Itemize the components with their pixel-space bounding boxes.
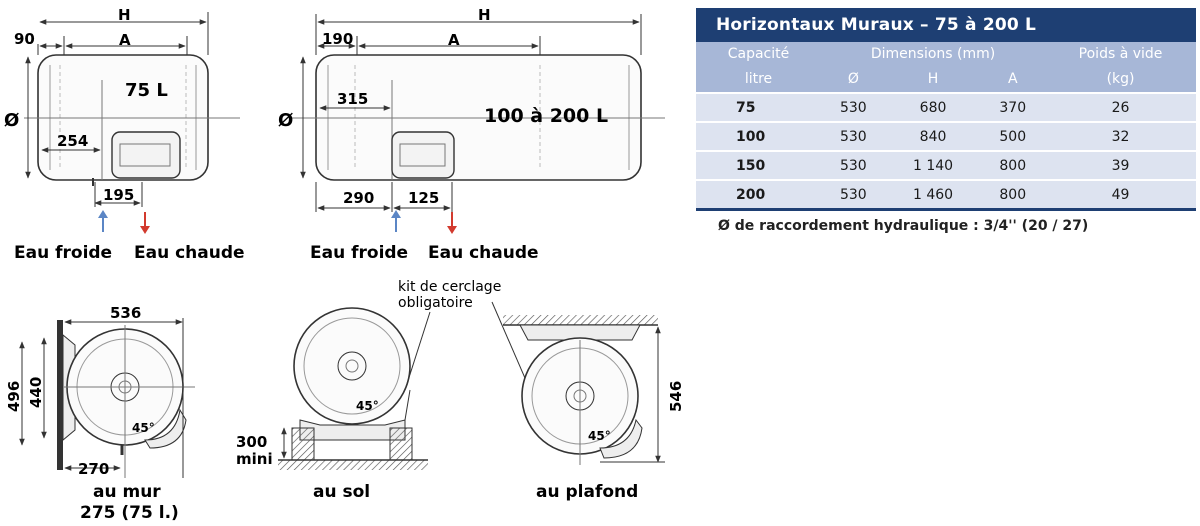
dim-H: H	[118, 6, 131, 24]
dim-290: 290	[343, 189, 375, 207]
cell-H: 680	[886, 93, 981, 122]
dim-496: 496	[5, 380, 23, 412]
cell-A: 800	[980, 151, 1045, 180]
spec-bottom-rule	[696, 208, 1196, 211]
dim-A-large: A	[448, 31, 460, 49]
model-75l: 75 L	[125, 80, 168, 101]
hot-water-arrow-left	[140, 212, 150, 234]
dim-315: 315	[337, 90, 369, 108]
cell-capacity: 200	[696, 180, 821, 208]
cell-A: 500	[980, 122, 1045, 151]
wall-mount-view	[57, 320, 195, 478]
label-ceiling-mount: au plafond	[536, 482, 639, 502]
cell-H: 1 460	[886, 180, 981, 208]
cell-phi: 530	[821, 93, 886, 122]
cell-capacity: 100	[696, 122, 821, 151]
dim-254: 254	[57, 132, 89, 150]
dim-mini: mini	[236, 450, 273, 468]
cell-A: 370	[980, 93, 1045, 122]
cell-weight: 49	[1045, 180, 1196, 208]
header-weight: Poids à vide	[1078, 46, 1163, 62]
angle-45-wall: 45°	[132, 421, 155, 435]
cell-A: 800	[980, 180, 1045, 208]
label-floor-mount: au sol	[313, 482, 371, 502]
angle-45-ceiling: 45°	[588, 429, 611, 443]
dim-190: 190	[322, 30, 354, 48]
dim-A: A	[119, 31, 131, 49]
cell-phi: 530	[821, 180, 886, 208]
heater-100-200l-front-view	[290, 55, 665, 180]
cell-phi: 530	[821, 122, 886, 151]
table-row	[696, 122, 1196, 151]
table-row	[696, 151, 1196, 180]
hot-water-arrow-right	[447, 212, 457, 234]
kit-leader-line-2	[492, 302, 528, 385]
label-hot-water-2: Eau chaude	[428, 243, 539, 263]
dim-270: 270	[78, 460, 110, 478]
dim-546: 546	[667, 380, 685, 412]
cell-H: 840	[886, 122, 981, 151]
table-row	[696, 93, 1196, 122]
dim-300: 300	[236, 433, 268, 451]
label-strapping-kit-mandatory: obligatoire	[398, 295, 473, 311]
header-litre: litre	[744, 71, 773, 87]
cell-H: 1 140	[886, 151, 981, 180]
spec-header-row-1	[696, 42, 1196, 67]
dim-90: 90	[14, 30, 35, 48]
dim-diameter-large: Ø	[278, 110, 294, 131]
dim-440: 440	[27, 376, 45, 408]
ceiling-mount-view	[503, 315, 658, 465]
angle-45-floor: 45°	[356, 399, 379, 413]
dim-195: 195	[103, 186, 135, 204]
cell-phi: 530	[821, 151, 886, 180]
label-cold-water-2: Eau froide	[310, 243, 409, 263]
dim-536: 536	[110, 304, 142, 322]
dim-125: 125	[408, 189, 440, 207]
spec-title: Horizontaux Muraux – 75 à 200 L	[696, 8, 1196, 42]
header-A: A	[1007, 71, 1018, 87]
cell-capacity: 150	[696, 151, 821, 180]
spec-header-row-2	[696, 67, 1196, 93]
header-dimensions: Dimensions (mm)	[870, 46, 996, 62]
spec-panel	[696, 8, 1196, 234]
header-phi: Ø	[847, 71, 859, 87]
dim-H-large: H	[478, 6, 491, 24]
header-H: H	[927, 71, 939, 87]
label-cold-water: Eau froide	[14, 243, 113, 263]
table-row	[696, 180, 1196, 208]
header-capacity: Capacité	[727, 46, 790, 62]
label-wall-mount: au mur	[93, 482, 161, 502]
cell-capacity: 75	[696, 93, 821, 122]
spec-table	[696, 42, 1196, 208]
label-strapping-kit: kit de cerclage	[398, 279, 502, 295]
cold-water-arrow-right	[391, 210, 401, 232]
header-kg: (kg)	[1106, 71, 1135, 87]
cold-water-arrow-left	[98, 210, 108, 232]
cell-weight: 26	[1045, 93, 1196, 122]
model-100-200l: 100 à 200 L	[484, 105, 609, 127]
label-wall-mount-75l: 275 (75 l.)	[80, 503, 179, 523]
cell-weight: 39	[1045, 151, 1196, 180]
spec-note: Ø de raccordement hydraulique : 3/4'' (20 / 27)	[718, 218, 1089, 234]
label-hot-water: Eau chaude	[134, 243, 245, 263]
heater-75l-front-view	[24, 55, 240, 186]
cell-weight: 32	[1045, 122, 1196, 151]
dim-diameter: Ø	[4, 110, 20, 131]
